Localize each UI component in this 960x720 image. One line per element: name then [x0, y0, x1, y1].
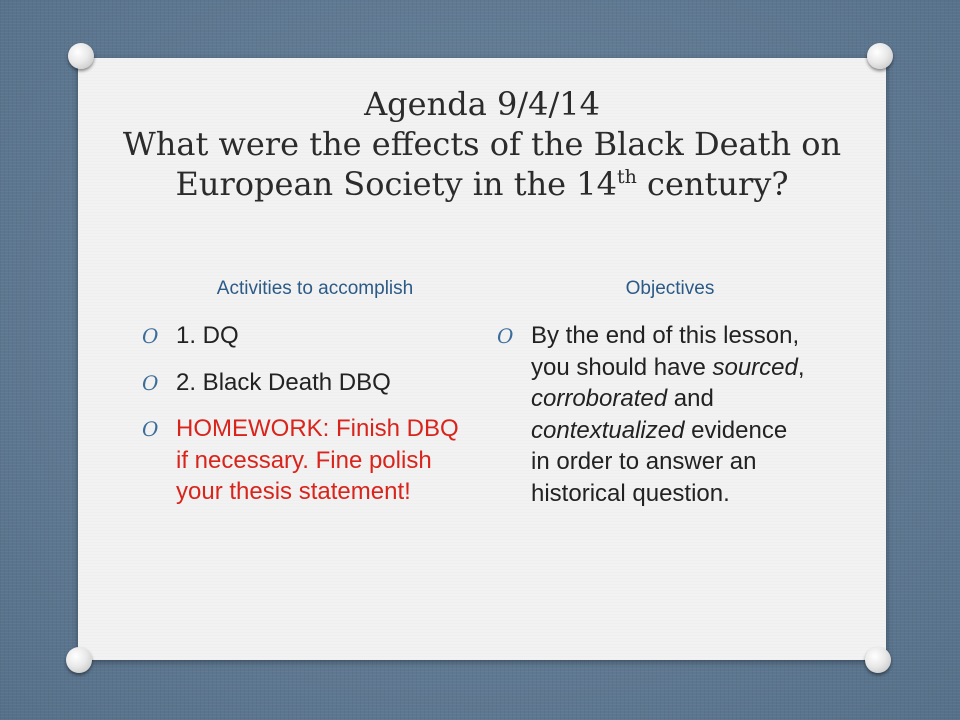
objective-text-part: By the end of this lesson, you should have: [531, 322, 800, 381]
pushpin-icon: [68, 43, 94, 69]
bullet-icon: O: [497, 324, 514, 348]
title-line-3-start: European Society in the 14: [175, 165, 617, 203]
bullet-icon: O: [142, 417, 159, 441]
slide-title: [100, 84, 864, 204]
homework-item: [142, 413, 472, 508]
pushpin-icon: [865, 647, 891, 673]
objective-text-part: and: [667, 385, 714, 412]
pushpin-icon: [867, 43, 893, 69]
objective-text-part: ,: [797, 353, 805, 381]
objective-item: [497, 320, 807, 509]
activity-item: [142, 367, 472, 399]
homework-text: HOMEWORK: Finish DBQ if necessary. Fine polish your thesis statement!: [176, 415, 459, 505]
objective-term-contextualized: contextualized: [531, 416, 685, 444]
objectives-list: [497, 320, 807, 524]
objective-text-part: evidence in order to answer an historical question.: [531, 416, 788, 507]
title-superscript: th: [617, 166, 637, 188]
bullet-icon: O: [142, 324, 159, 348]
title-line-2: What were the effects of the Black Death on: [122, 125, 842, 163]
activity-text: 1. DQ: [176, 322, 239, 349]
pushpin-icon: [66, 647, 92, 673]
objectives-heading: Objectives: [625, 278, 715, 299]
objective-text: [531, 322, 805, 507]
activity-text: 2. Black Death DBQ: [176, 368, 391, 396]
bullet-icon: O: [142, 370, 159, 395]
title-line-1: Agenda 9/4/14: [364, 85, 600, 123]
activities-heading: Activities to accomplish: [216, 278, 414, 299]
activities-list: [142, 320, 472, 523]
activity-item: [142, 320, 472, 352]
title-line-3-end: century?: [636, 165, 789, 203]
objective-term-corroborated: corroborated: [531, 385, 668, 412]
objective-term-sourced: sourced: [712, 353, 798, 381]
title-line-3: [100, 164, 864, 204]
